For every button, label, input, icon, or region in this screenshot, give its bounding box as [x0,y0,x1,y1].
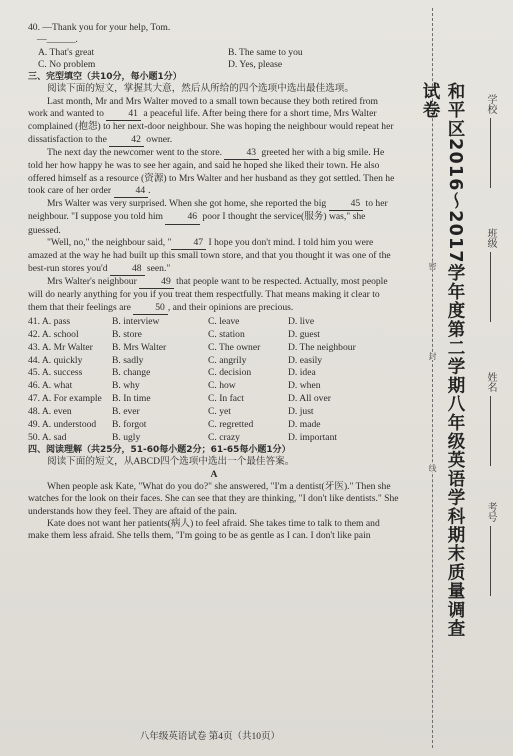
cloze-text: The next day the newcomer went to the store. [47,146,225,158]
q40-option-d: D. Yes, please [228,58,283,70]
cloze-text: seen." [144,262,171,274]
cloze-option: D. All over [288,393,331,405]
cloze-option: B. store [112,328,142,340]
cloze-option: 43. A. Mr Walter [28,341,93,353]
cloze-blank: 44 [114,185,149,198]
cloze-option: 48. A. even [28,406,72,418]
cloze-text: "Well, no," the neighbour said, " [47,237,172,249]
cloze-paragraph [28,96,400,147]
q40-options [28,47,400,72]
q40-option-c: C. No problem [38,58,96,70]
cloze-option: B. change [112,367,151,379]
section3-instruction: 阅读下面的短文，掌握其大意，然后从所给的四个选项中选出最佳选项。 [47,83,354,95]
cloze-text: I hope you don't mind. I told him you were amazed at the way he had built up this small town store, and that you thought it was one of the best-run stores you'd [28,237,391,274]
field-exam-number: 考号 [483,502,498,596]
cloze-option: 47. A. For example [28,393,102,405]
field-name: 姓名 [483,372,498,466]
cloze-blank: 47 [171,237,206,250]
cloze-option: B. sadly [112,354,144,366]
cloze-option: C. crazy [208,431,240,443]
cloze-option: 44. A. quickly [28,354,83,366]
cloze-option: D. idea [288,367,316,379]
cloze-passage [28,96,400,315]
cloze-option: 49. A. understood [28,418,97,430]
cloze-option: C. decision [208,367,252,379]
cloze-options [28,316,400,444]
cloze-blank: 50 [133,302,168,315]
cloze-text: that people want to be respected. Actually, most people will do nearly anything for you if you treat them respectfully. That means making it clear to them that their feelings are [28,275,388,313]
cloze-option: B. why [112,380,140,392]
cloze-option: B. In time [112,393,151,405]
cloze-text: Last month, Mr and Mrs Walter moved to a small town because they both retired from work and wanted to [28,95,379,120]
cloze-option: B. forgot [112,418,147,430]
cloze-blank: 42 [109,134,144,147]
cloze-blank: 49 [139,276,174,289]
reading-paragraph-2: Kate does not want her patients(病人) to feel afraid. She takes time to talk to them and make them less afraid. She tells them, "I'm going to be as gentle as I can. I don't like pain [28,517,380,542]
cloze-option: 41. A. pass [28,315,71,327]
cloze-blank: 43 [224,147,259,160]
cloze-option: C. how [208,380,236,392]
cloze-option: C. leave [208,315,240,327]
cloze-option: C. angrily [208,354,247,366]
cloze-option: 45. A. success [28,367,83,379]
cloze-paragraph [28,237,400,276]
cloze-blank: 41 [106,108,141,121]
cloze-option: B. ever [112,406,140,418]
cloze-text: , and their opinions are precious. [167,301,294,313]
cloze-text: . [148,184,151,196]
cloze-paragraph [28,276,400,315]
page-footer: 八年级英语试卷 第4页（共10页） [139,732,281,742]
seal-mark-mi: 密 [428,262,437,270]
q40-option-a: A. That's great [38,46,95,58]
section4-heading: 四、阅读理解（共25分，51-60每小题2分；61-65每小题1分） [28,445,291,456]
cloze-option: D. live [288,315,315,327]
cloze-blank: 45 [329,198,364,211]
section3-heading: 三、完型填空（共10分，每小题1分） [28,72,182,83]
cloze-option: D. easily [288,354,323,366]
cloze-text: a peaceful life. After being there for a short time, Mrs Walter complained (抱怨) to her next-door neighbour. She was hoping the neighbour would repeat her dissatisfaction to the [28,108,394,145]
exam-title: 和平区2016～2017学年度第二学期八年级英语学科期末质量调查试卷 [420,82,465,638]
reading-paragraph-1: When people ask Kate, "What do you do?" she answered, "I'm a dentist(牙医)." Then she watches for the look on their faces. She can see that they are thinking, "I don't like dentists." She understands how they feel. They are aftaid of the pain. [28,481,399,517]
cloze-option: D. just [288,406,314,418]
passage-a-label: A [210,468,218,480]
cloze-text: greeted her with a big smile. He told her how happy he was to see her again, and said he hoped she liked their town. He also offered himself as a resource (资源) to Mrs Walter and her husband as they got settled. Then he took care of her order [28,146,395,196]
cloze-paragraph [28,147,400,198]
cloze-option: D. when [288,380,321,392]
section4-instruction: 阅读下面的短文，从ABCD四个选项中选出一个最佳答案。 [47,456,295,468]
seal-mark-xian: 线 [428,464,437,472]
cloze-option: C. regretted [208,418,254,430]
page-content [28,22,400,543]
cloze-text: Mrs Walter's neighbour [47,275,140,287]
cloze-option: B. interview [112,315,160,327]
cloze-option: D. made [288,418,321,430]
cloze-option: C. yet [208,406,231,418]
cloze-text: Mrs Walter was very surprised. When she got home, she reported the big [47,198,329,210]
cloze-option: 50. A. sad [28,431,67,443]
seal-mark-feng: 封 [428,352,437,360]
field-school: 学校 [483,94,498,188]
cloze-text: owner. [143,133,173,145]
cloze-text: poor I thought the service(服务) was," she guessed. [28,211,366,236]
field-class: 班级 [483,228,498,322]
cloze-blank: 46 [165,211,200,224]
cloze-option: 42. A. school [28,328,79,340]
cloze-option: C. The owner [208,341,261,353]
cloze-option: D. guest [288,328,320,340]
cloze-blank: 48 [110,263,145,276]
cloze-option: 46. A. what [28,380,73,392]
q40-prompt: 40. —Thank you for your help, Tom. [28,22,171,33]
cloze-option: B. ugly [112,431,141,443]
q40-reply: —______. [37,34,78,46]
cloze-option: C. station [208,328,245,340]
cloze-paragraph [28,198,400,237]
cloze-text: to her neighbour. "I suppose you told him [28,198,388,223]
cloze-option: D. The neighbour [288,341,356,353]
cloze-option: B. Mrs Walter [112,341,167,353]
q40-option-b: B. The same to you [228,46,303,58]
cloze-option: D. important [288,431,338,443]
cloze-option: C. In fact [208,393,244,405]
